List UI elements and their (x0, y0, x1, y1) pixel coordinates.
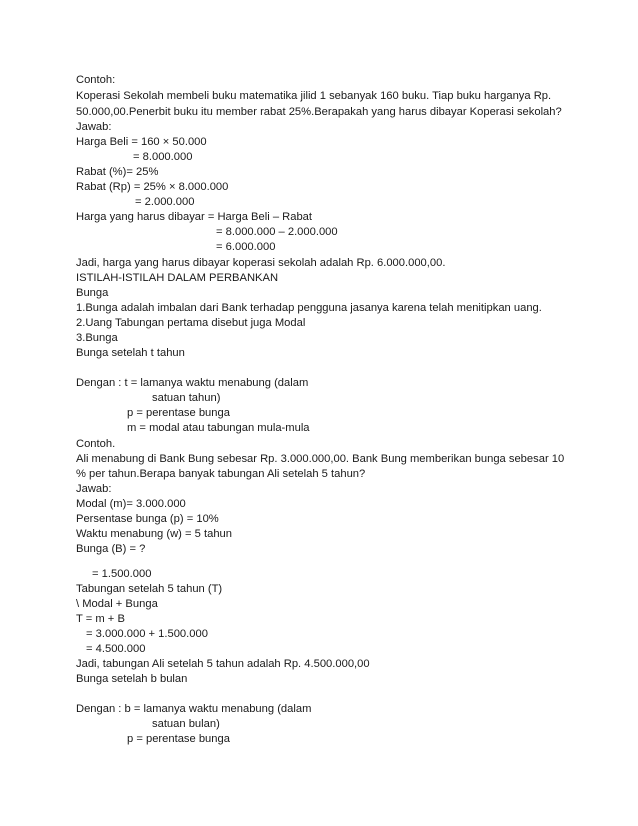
text-line: Jawab: (76, 483, 112, 495)
text-line: Ali menabung di Bank Bung sebesar Rp. 3.000.000,00. Bank Bung memberikan bunga sebesar 10 (76, 453, 565, 465)
text-line: Jadi, harga yang harus dibayar koperasi sekolah adalah Rp. 6.000.000,00. (76, 257, 446, 269)
text-line: Koperasi Sekolah membeli buku matematika jilid 1 sebanyak 160 buku. Tiap buku harganya Rp. (76, 90, 552, 102)
text-line: Jadi, tabungan Ali setelah 5 tahun adalah Rp. 4.500.000,00 (76, 658, 370, 670)
text-line: % per tahun.Berapa banyak tabungan Ali setelah 5 tahun? (76, 468, 366, 480)
text-line: Jawab: (76, 121, 112, 133)
text-line: Bunga setelah b bulan (76, 673, 188, 685)
text-line: Bunga (76, 287, 109, 299)
text-line: = 3.000.000 + 1.500.000 (86, 628, 208, 640)
text-line: Bunga setelah t tahun (76, 347, 185, 359)
text-line: Persentase bunga (p) = 10% (76, 513, 219, 525)
text-line: T = m + B (76, 613, 125, 625)
text-line: = 2.000.000 (135, 196, 195, 208)
text-line: Contoh: (76, 74, 116, 86)
text-line: = 4.500.000 (86, 643, 146, 655)
text-line: Harga Beli = 160 × 50.000 (76, 136, 207, 148)
text-line: = 1.500.000 (92, 568, 152, 580)
text-line: Dengan : t = lamanya waktu menabung (dalam (76, 377, 309, 389)
text-line: 2.Uang Tabungan pertama disebut juga Modal (76, 317, 306, 329)
text-line: Dengan : b = lamanya waktu menabung (dalam (76, 703, 312, 715)
text-line: Tabungan setelah 5 tahun (T) (76, 583, 223, 595)
text-line: Contoh. (76, 438, 116, 450)
text-line: 3.Bunga (76, 332, 118, 344)
text-line: Harga yang harus dibayar = Harga Beli – Rabat (76, 211, 313, 223)
text-line: = 6.000.000 (216, 241, 276, 253)
text-line: p = perentase bunga (127, 407, 230, 419)
text-line: p = perentase bunga (127, 733, 230, 745)
text-line: Bunga (B) = ? (76, 543, 146, 555)
text-line: 1.Bunga adalah imbalan dari Bank terhadap pengguna jasanya karena telah menitipkan uang. (76, 302, 542, 314)
text-line: m = modal atau tabungan mula-mula (127, 422, 310, 434)
text-line: Modal (m)= 3.000.000 (76, 498, 186, 510)
text-line: satuan tahun) (152, 392, 221, 404)
text-line: \ Modal + Bunga (76, 598, 158, 610)
text-line: satuan bulan) (152, 718, 220, 730)
text-line: = 8.000.000 – 2.000.000 (216, 226, 338, 238)
text-line: 50.000,00.Penerbit buku itu member rabat 25%.Berapakah yang harus dibayar Koperasi sekolah? (76, 106, 562, 118)
text-line: Rabat (Rp) = 25% × 8.000.000 (76, 181, 229, 193)
text-line: Waktu menabung (w) = 5 tahun (76, 528, 232, 540)
text-line: = 8.000.000 (133, 151, 193, 163)
text-line: Rabat (%)= 25% (76, 166, 159, 178)
section-heading: ISTILAH-ISTILAH DALAM PERBANKAN (76, 272, 279, 284)
